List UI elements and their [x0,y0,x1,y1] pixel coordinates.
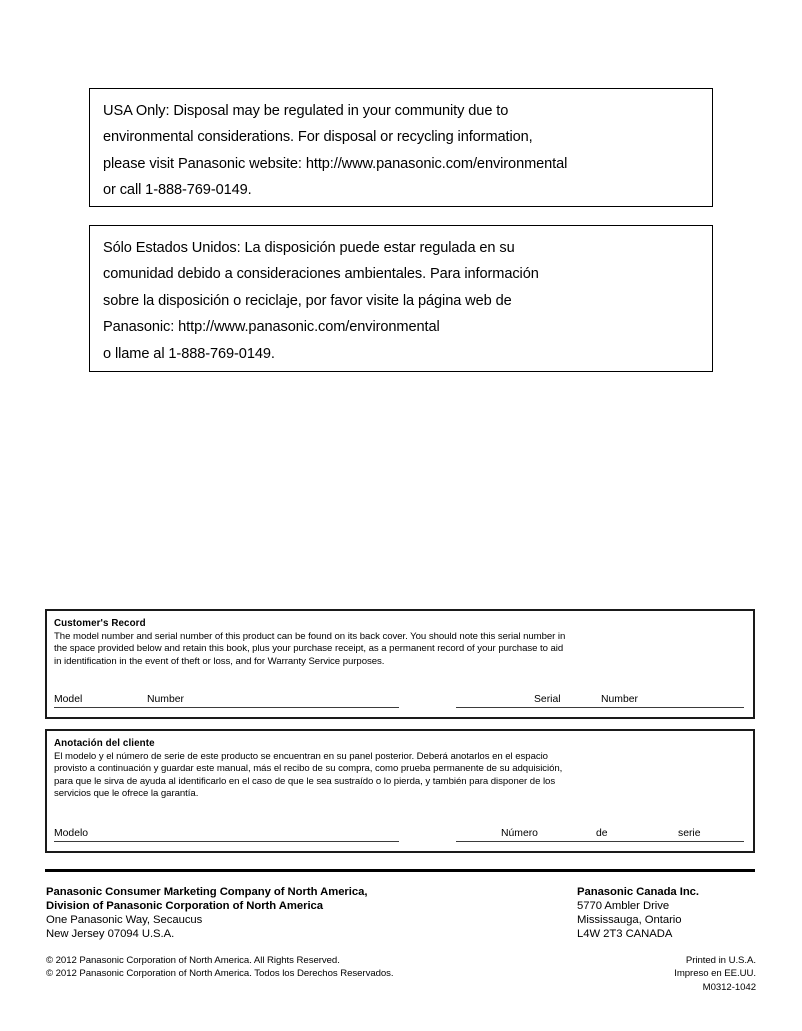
customers-record-body [54,631,746,669]
record-es-body-line-1: El modelo y el número de serie de este producto se encuentran en su panel posterior. Deberá anotarlos en el espacio [54,750,548,762]
notice-es-line-2: comunidad debido a consideraciones ambientales. Para información [103,266,539,283]
record-es-body-line-2: provisto a continuación y guardar este manual, más el recibo de su compra, como prueba permanente de su adquisición, [54,763,563,775]
serial-number-label: Number [601,694,638,705]
addr-us-line-3: One Panasonic Way, Secaucus [46,914,203,927]
record-en-fill-row [54,690,746,708]
customers-record-title: Customer's Record [54,618,146,629]
disposal-notice-english [89,88,713,207]
notice-en-line-2: environmental considerations. For disposal or recycling information, [103,129,533,146]
addr-ca-line-2: 5770 Ambler Drive [577,900,670,913]
impreso-en-line: Impreso en EE.UU. [674,968,756,980]
record-en-body-line-3: in identification in the event of theft or loss, and for Warranty Service purposes. [54,655,385,667]
address-block-usa [46,885,367,941]
address-block-canada [577,885,699,941]
disposal-notice-spanish [89,225,713,372]
printed-in-line: Printed in U.S.A. [685,955,756,966]
serial-label: Serial [534,694,561,705]
addr-us-line-2: Division of Panasonic Corporation of North America [46,900,324,913]
record-en-body-line-2: the space provided below and retain this book, plus your purchase receipt, as a permanent record of your purchase to aid [54,643,564,655]
serial-number-field[interactable] [456,690,744,708]
anotacion-cliente-title: Anotación del cliente [54,738,155,749]
customers-record-english [45,609,755,719]
addr-ca-line-1: Panasonic Canada Inc. [577,886,700,898]
customers-record-spanish [45,729,755,853]
notice-es-line-5: o llame al 1-888-769-0149. [103,345,275,362]
notice-es-line-3: sobre la disposición o reciclaje, por favor visite la página web de [103,292,512,309]
notice-es-line-4: Panasonic: http://www.panasonic.com/environmental [103,319,440,336]
addr-us-line-1: Panasonic Consumer Marketing Company of North America, [46,886,368,898]
de-label: de [596,828,608,839]
record-en-body-line-1: The model number and serial number of this product can be found on its back cover. You should note this serial number in [54,630,566,642]
model-label: Model [54,694,83,705]
record-es-body-line-3: para que le sirva de ayuda al identificarlo en el caso de que le sea sustraído o lo pierda, y también para disponer de los [54,775,556,787]
number-label: Number [147,694,184,705]
notice-en-line-3: please visit Panasonic website: http://www.panasonic.com/environmental [103,155,568,172]
anotacion-cliente-body [54,751,746,801]
modelo-label: Modelo [54,828,89,839]
addr-ca-line-4: L4W 2T3 CANADA [577,928,673,941]
addr-us-line-4: New Jersey 07094 U.S.A. [46,928,175,941]
notice-es-line-1: Sólo Estados Unidos: La disposición puede estar regulada en su [103,240,515,256]
footer-divider [45,869,755,872]
modelo-field[interactable] [54,824,399,842]
model-number-field[interactable] [54,690,399,708]
notice-en-line-4: or call 1-888-769-0149. [103,182,252,199]
numero-de-serie-field[interactable] [456,824,744,842]
addr-ca-line-3: Mississauga, Ontario [577,914,682,927]
numero-label: Número [501,828,538,839]
record-es-fill-row [54,824,746,842]
serie-label: serie [678,828,701,839]
record-es-body-line-4: servicios que le ofrece la garantía. [54,788,199,800]
copyright-line-english: © 2012 Panasonic Corporation of North America. All Rights Reserved. [46,955,340,966]
notice-en-line-1: USA Only: Disposal may be regulated in your community due to [103,103,509,119]
document-code: M0312-1042 [702,981,756,993]
copyright-line-spanish: © 2012 Panasonic Corporation of North America. Todos los Derechos Reservados. [46,968,394,980]
print-info-block [674,954,756,994]
copyright-block [46,954,394,981]
